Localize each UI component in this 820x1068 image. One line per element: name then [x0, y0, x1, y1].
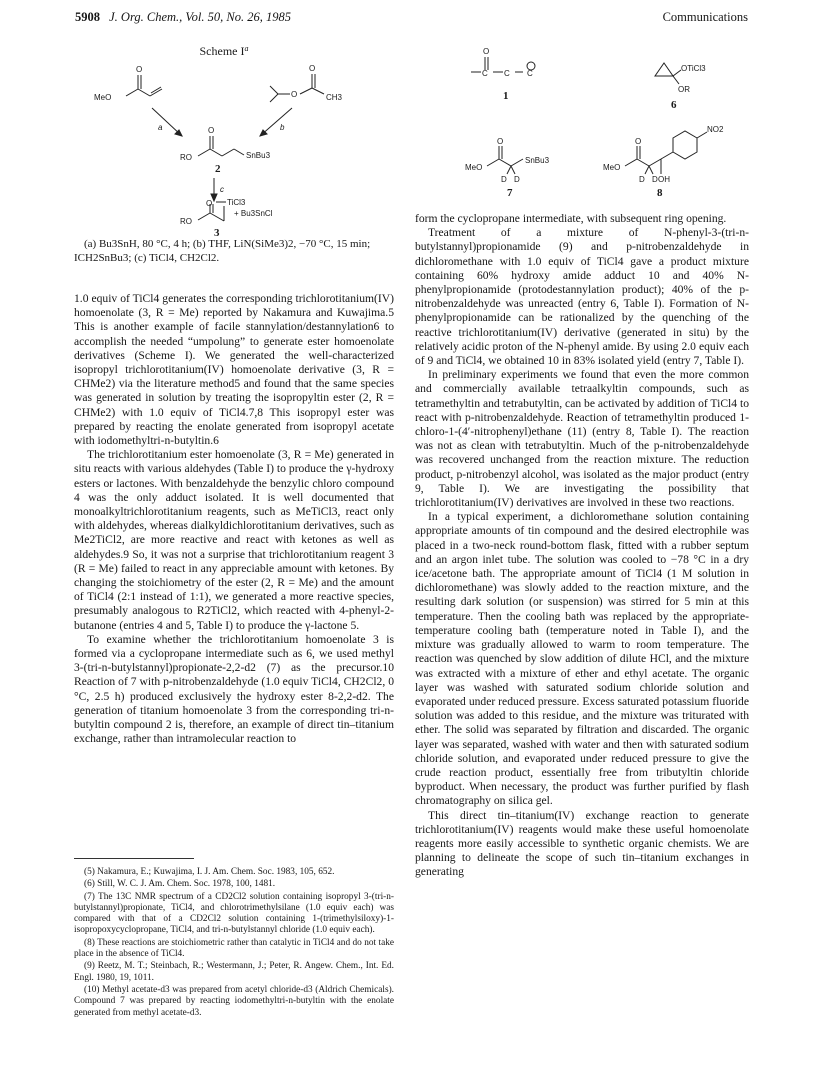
compound-7-structure	[487, 146, 523, 174]
compound-1-number: 1	[503, 90, 509, 102]
running-header-left	[75, 10, 291, 25]
svg-text:CH3: CH3	[326, 93, 343, 102]
svg-text:SnBu3: SnBu3	[525, 156, 550, 165]
body-paragraph: Treatment of a mixture of N-phenyl-3-(tri-n-butylstannyl)propionamide (9) and p-nitrobenzaldehyde in dichloromethane with 1.0 equiv of TiCl4 gave a product mixture containing 60% hydroxy amide adduct 10 and 40% N-phenylpropionamide (protodestannylation product); 40% of the p-nitrobenzaldehyde was unreacted (entry 6, Table I). Formation of N-phenylpropionamide can be rationalized by the quenching of the reactive trichlorotitanium(IV) derivative (generated in situ) by the relatively acidic proton of the N-phenyl amide. By using 2.0 equiv each of 9 and TiCl4, we obtained 10 in 83% isolated yield (entry 7, Table I).	[415, 226, 749, 368]
scheme-footnote: (a) Bu3SnH, 80 °C, 4 h; (b) THF, LiN(SiMe3)2, −70 °C, 15 min; ICH2SnBu3; (c) TiCl4, CH2Cl2.	[74, 238, 371, 264]
footnote: (6) Still, W. C. J. Am. Chem. Soc. 1978, 100, 1481.	[84, 879, 276, 890]
section-name: Communications	[662, 10, 748, 24]
o-label-3: O	[309, 64, 316, 73]
footnote: (5) Nakamura, E.; Kuwajima, I. J. Am. Chem. Soc. 1983, 105, 652.	[84, 867, 335, 877]
body-paragraph: This direct tin–titanium(IV) exchange reaction to generate trichlorotitanium(IV) reagents would make these useful homoenolate reagents more easily accessible to synthetic organic chemists. We are planning to delineate the scope of such tin–titanium exchanges in generating	[415, 808, 749, 879]
compound-2-number: 2	[215, 163, 221, 175]
o-label-6: O	[483, 47, 490, 56]
svg-text:OR: OR	[678, 85, 690, 94]
footnotes	[74, 858, 394, 1020]
svg-text:MeO: MeO	[603, 163, 621, 172]
c-label-2: C	[504, 69, 510, 78]
svg-text:RO: RO	[180, 217, 192, 226]
footnote: (10) Methyl acetate-d3 was prepared from acetyl chloride-d3 (Aldrich Chemicals). Compound 7 was prepared by reacting iodomethyltri-n-butyltin with the enolate generated from methyl acetate-d3.	[74, 984, 394, 1018]
structures-figure	[415, 42, 749, 202]
svg-text:RO: RO	[180, 153, 192, 162]
compound-6-number: 6	[671, 99, 677, 111]
compound-6-structure	[655, 63, 681, 84]
footnote: (8) These reactions are stoichiometric rather than catalytic in TiCl4 and do not take place in the absence of TiCl4.	[74, 937, 394, 960]
right-column-body	[415, 212, 749, 880]
o-label-8: O	[635, 137, 642, 146]
svg-text:OH: OH	[658, 175, 670, 184]
arrow-b-label: b	[280, 123, 285, 132]
svg-text:MeO: MeO	[94, 93, 112, 102]
o-label-7: O	[497, 137, 504, 146]
o-label-2: O	[291, 90, 298, 99]
compound-7-number: 7	[507, 187, 513, 199]
body-paragraph: To examine whether the trichlorotitanium homoenolate 3 is formed via a cyclopropane intermediate such as 6, we used methyl 3-(tri-n-butylstannyl)propionate-2,2-d2 (7) as the precursor.10 Reaction of 7 with p-nitrobenzaldehyde (1.0 equiv TiCl4, CH2Cl2, 0 °C, 2.5 h) produced exclusively the hydroxy ester 8-2,2-d2. The generation of titanium homoenolate 3 from the corresponding tri-n-butyltin compound 2 is, therefore, an example of direct tin–titanium exchange, rather than intramolecular reaction to	[74, 632, 394, 746]
body-paragraph: The trichlorotitanium ester homoenolate (3, R = Me) generated in situ reacts with various aldehydes (Table I) to produce the γ-hydroxy esters or lactones. With benzaldehyde the benzylic chloro compound 4 was the only adduct isolated. It is well documented that monoalkyltrichlorotitanium reagents, such as MeTiCl3, react only with aldehydes, whereas dialkyldichlorotitanium derivatives, such as Me2TiCl2, are more reactive and react with ketones as well as aldehydes.9 So, it was not a surprise that trichlorotitanium reagent 3 (R = Me) failed to react in any appreciable amount with ketones. By changing the stoichiometry of the ester (2, R = Me) and the amount of TiCl4 (2:1 instead of 1:1), we generated a more reactive species, presumably analogous to R2TiCl2, which reacted with 4-phenyl-2-butanone (entries 4 and 5, Table I) to produce the γ-lactone 5.	[74, 448, 394, 632]
o-label: O	[136, 65, 143, 74]
c-label-1: C	[482, 69, 488, 78]
deuterium-label-3: D	[639, 175, 645, 184]
svg-text:SnBu3: SnBu3	[246, 151, 271, 160]
compound-8-number: 8	[657, 187, 663, 199]
scheme-figure	[74, 42, 394, 238]
compound-2-structure	[198, 136, 244, 156]
journal-citation: J. Org. Chem., Vol. 50, No. 26, 1985	[109, 10, 291, 24]
body-paragraph: In a typical experiment, a dichloromethane solution containing appropriate amounts of tin compound and the desired electrophile was placed in a two-neck round-bottom flask, fitted with a rubber septum and an argon inlet tube. The solution was cooled to −78 °C in a dry ice/acetone bath. The appropriate amount of TiCl4 (1 M solution in dichloromethane) was slowly added to the reaction mixture, and the resulting dark solution (or suspension) was stirred for 5 min at this temperature. Then the cooling bath was replaced by the appropriate-temperature cooling bath (temperature noted in Table I), and the mixture was gradually allowed to warm to room temperature. The reaction was quenched by slow addition of dilute HCl, and the mixture was extracted with a mixture of ether and ethyl acetate. The organic layer was washed with saturated sodium chloride solution and evaporated under reduced pressure. Excess saturated potassium fluoride solution was added to this residue, and the mixture was triturated with ether. The solid was separated by filtration and discarded. The organic layer was separated, washed with water and then with saturated sodium chloride solution, and evaporated under reduced pressure to give the crude reaction product, essentially free from tributyltin chloride byproduct. When necessary, the product was further purified by flash chromatography on silica gel.	[415, 510, 749, 808]
svg-text:MeO: MeO	[465, 163, 483, 172]
body-paragraph: 1.0 equiv of TiCl4 generates the corresponding trichlorotitanium(IV) homoenolate (3, R = Me) reported by Nakamura and Kuwajima.5 This is another example of facile stannylation/destannylation6 to accomplish the needed “umpolung” to generate ester homoenolate derivatives (Scheme I). We generated the well-characterized isopropyl trichlorotitanium(IV) homoenolate derivative (3, R = CHMe2) via the literature method5 and found that the same species was generated in solution by treating the isopropyltin ester (2, R = CHMe2) with 1.0 equiv of TiCl4.7,8 This isopropyl ester was prepared by reacting the enolate generated from isopropyl acetate with iodomethyltri-n-butyltin.6	[74, 292, 394, 448]
deuterium-label-4: D	[652, 175, 658, 184]
o-label-5: O	[206, 199, 213, 208]
svg-text:OTiCl3: OTiCl3	[681, 64, 706, 73]
svg-text:TiCl3: TiCl3	[227, 198, 246, 207]
scheme-title: Scheme $I^a$	[199, 44, 249, 58]
svg-text:+ Bu3SnCl: + Bu3SnCl	[234, 209, 273, 218]
left-column-body	[74, 292, 394, 747]
c-label-3: C	[527, 69, 533, 78]
deuterium-label-1: D	[501, 175, 507, 184]
svg-text:NO2: NO2	[707, 125, 724, 134]
o-label-4: O	[208, 126, 215, 135]
methyl-acrylate-structure	[126, 75, 162, 96]
footnote: (9) Reetz, M. T.; Steinbach, R.; Westermann, J.; Peter, R. Angew. Chem., Int. Ed. Engl. 1980, 19, 1011.	[74, 961, 394, 983]
arrow-a-label: a	[158, 123, 163, 132]
body-paragraph: In preliminary experiments we found that even the more common and commercially available tetraalkyltin compounds, such as tetramethyltin and tetrabutyltin, can be activated by addition of TiCl4 to react with p-nitrobenzaldehyde. Reaction of tetramethyltin produced 1-chloro-1-(4′-nitrophenyl)ethane (11) (entry 8, Table I). The reaction was not as clean with tetrabutyltin. Much of the p-nitrobenzaldehyde was recovered unchanged from the reaction mixture. The reduction product, p-nitrobenzyl alcohol, was isolated as the major product (entry 9, Table I). We are investigating the possibility that trichlorotitanium(IV) derivatives are involved in these two reactions.	[415, 368, 749, 510]
body-paragraph: form the cyclopropane intermediate, with subsequent ring opening.	[415, 212, 727, 225]
footnote: (7) The 13C NMR spectrum of a CD2Cl2 solution containing isopropyl 3-(tri-n-butylstannyl)propionate, TiCl4, and chlorotrimethylsilane (1.0 equiv each) was compared with that of a CD2Cl2 solution containing 1-(trimethylsiloxy)-1-isopropoxycyclopropane, TiCl4, and tri-n-butylstannyl chloride (1.0 equiv each).	[74, 891, 394, 936]
compound-1-structure	[471, 57, 535, 72]
footnote-rule	[74, 858, 194, 859]
arrow-c-label: c	[220, 185, 224, 194]
page-number: 5908	[75, 10, 100, 24]
compound-3-number: 3	[214, 227, 220, 238]
deuterium-label-2: D	[514, 175, 520, 184]
